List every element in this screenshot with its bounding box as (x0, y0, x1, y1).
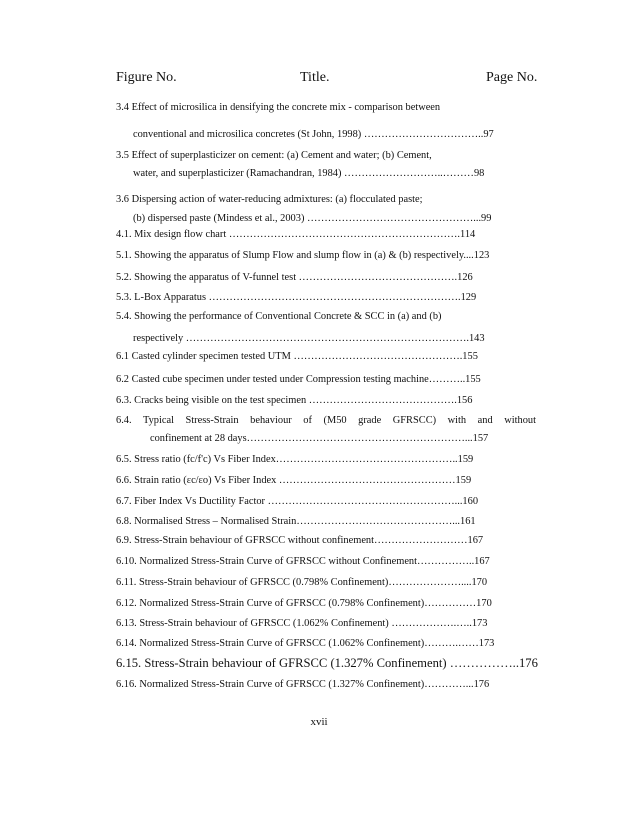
entry-6-3: 6.3. Cracks being visible on the test specimen …………………………………….156 (116, 395, 473, 406)
entry-5-1: 5.1. Showing the apparatus of Slump Flow and slump flow in (a) & (b) respectively....123 (116, 250, 490, 261)
entry-6-1: 6.1 Casted cylinder specimen tested UTM ………………………………………….155 (116, 351, 478, 362)
entry-5-3: 5.3. L-Box Apparatus ……………………………………………………………….129 (116, 292, 477, 303)
entry-3-5-line2: water, and superplasticizer (Ramachandran, 1984) ………………………..………98 (133, 168, 485, 179)
entry-6-11: 6.11. Stress-Strain behaviour of GFRSCC (0.798% Confinement)…………………....170 (116, 577, 488, 588)
entry-3-4-line1: 3.4 Effect of microsilica in densifying the concrete mix - comparison between (116, 102, 441, 113)
entry-6-6: 6.6. Strain ratio (εc/εo) Vs Fiber Index ……………………………………………159 (116, 475, 472, 486)
entry-5-4-line2: respectively ……………………………………………………………………….143 (133, 333, 485, 344)
entry-6-9: 6.9. Stress-Strain behaviour of GFRSCC without confinement………………………167 (116, 535, 484, 546)
entry-4-1: 4.1. Mix design flow chart ………………………………………………………….114 (116, 229, 476, 240)
header-title: Title. (300, 70, 330, 85)
entry-6-4-line2: confinement at 28 days………………………………………………………...157 (150, 433, 489, 444)
entry-6-12: 6.12. Normalized Stress-Strain Curve of GFRSCC (0.798% Confinement)……………170 (116, 598, 492, 609)
entry-3-6-line2: (b) dispersed paste (Mindess et al., 2003) …………………………………………...99 (133, 213, 492, 224)
header-page-no: Page No. (486, 70, 538, 85)
entry-3-5-line1: 3.5 Effect of superplasticizer on cement: (a) Cement and water; (b) Cement, (116, 150, 432, 161)
entry-6-7: 6.7. Fiber Index Vs Ductility Factor ………………………………………………...160 (116, 496, 479, 507)
header-figure-no: Figure No. (116, 70, 177, 85)
entry-6-2: 6.2 Casted cube specimen under tested under Compression testing machine………..155 (116, 374, 481, 385)
page-number: xvii (310, 716, 328, 728)
entry-6-8: 6.8. Normalised Stress – Normalised Strain………………………………………...161 (116, 516, 476, 527)
entry-6-13: 6.13. Stress-Strain behaviour of GFRSCC (1.062% Confinement) ……………….…..173 (116, 618, 488, 629)
entry-6-10: 6.10. Normalized Stress-Strain Curve of GFRSCC without Confinement……………..167 (116, 556, 490, 567)
entry-6-14: 6.14. Normalized Stress-Strain Curve of GFRSCC (1.062% Confinement)……….……173 (116, 638, 495, 649)
entry-6-4-line1: 6.4. Typical Stress-Strain behaviour of (M50 grade GFRSCC) with and without (116, 415, 536, 426)
entry-3-6-line1: 3.6 Dispersing action of water-reducing admixtures: (a) flocculated paste; (116, 194, 423, 205)
entry-6-16: 6.16. Normalized Stress-Strain Curve of GFRSCC (1.327% Confinement)…………...176 (116, 679, 490, 690)
entry-3-4-line2: conventional and microsilica concretes (St John, 1998) ……………………………..97 (133, 129, 494, 140)
entry-6-5: 6.5. Stress ratio (fc/f'c) Vs Fiber Index……………………………………………..159 (116, 454, 474, 465)
entry-6-15: 6.15. Stress-Strain behaviour of GFRSCC (1.327% Confinement) ……………..176 (116, 656, 538, 670)
entry-5-4-line1: 5.4. Showing the performance of Conventional Concrete & SCC in (a) and (b) (116, 311, 442, 322)
entry-5-2: 5.2. Showing the apparatus of V-funnel test ……………………………………….126 (116, 272, 473, 283)
